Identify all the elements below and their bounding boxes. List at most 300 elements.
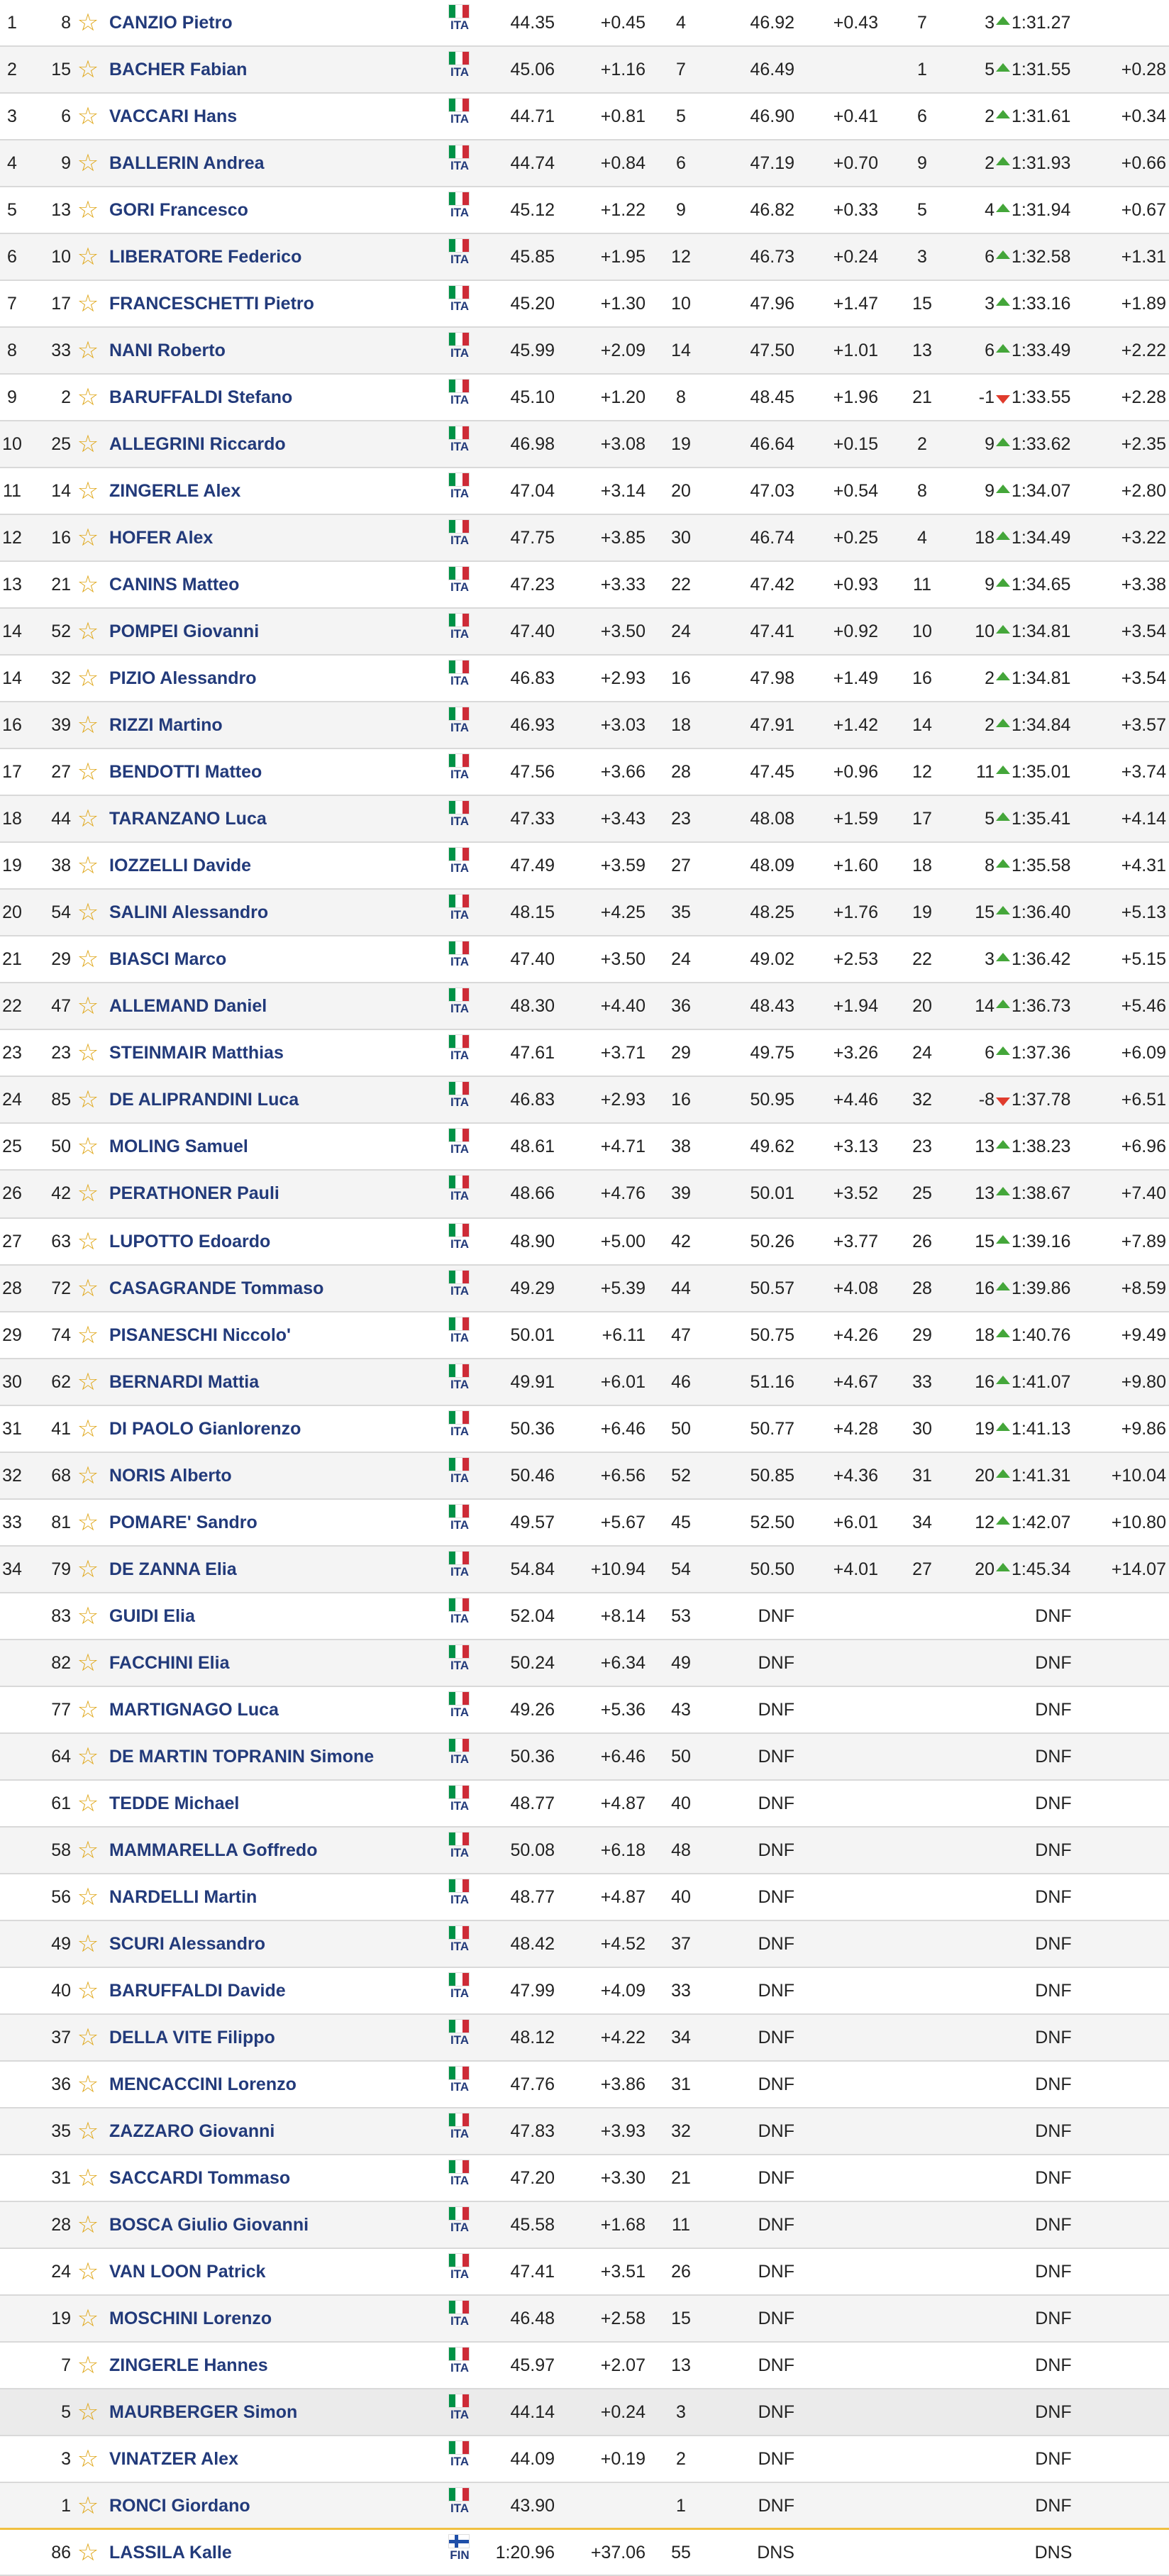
athlete-name-link[interactable]: MARTIGNAGO Luca	[109, 1700, 279, 1720]
total-gap: +2.28	[1121, 387, 1166, 407]
athlete-name-link[interactable]: CANINS Matteo	[109, 575, 240, 595]
run1-diff: +1.22	[600, 200, 646, 220]
run1-diff: +1.68	[600, 2215, 646, 2235]
result-row[interactable]	[0, 1219, 1169, 1266]
run2-rank: 20	[912, 996, 932, 1016]
result-row[interactable]	[0, 1077, 1169, 1124]
nation-code: ITA	[450, 253, 470, 266]
athlete-name-link[interactable]: BARUFFALDI Stefano	[109, 387, 293, 407]
run1-rank: 16	[671, 1090, 691, 1110]
athlete-name-link[interactable]: DE MARTIN TOPRANIN Simone	[109, 1747, 375, 1767]
arrow-up-icon	[996, 1171, 1013, 1216]
run2-diff: +0.25	[833, 528, 878, 548]
star-icon[interactable]: ☆	[77, 2352, 99, 2379]
run1-diff: +3.59	[600, 856, 646, 875]
star-icon[interactable]: ☆	[77, 1884, 99, 1911]
run1-diff: +4.52	[600, 1934, 646, 1954]
run2-rank	[888, 2296, 956, 2341]
star-icon[interactable]: ☆	[77, 665, 99, 692]
athlete-name-link[interactable]: BIASCI Marco	[109, 949, 227, 969]
result-row[interactable]	[0, 656, 1169, 702]
star-icon[interactable]: ☆	[77, 1743, 99, 1770]
rank-change: 8	[985, 856, 995, 875]
flag-ita-icon	[447, 0, 472, 45]
star-icon[interactable]: ☆	[77, 2118, 99, 2145]
result-row[interactable]	[0, 1453, 1169, 1500]
run2-time: 46.49	[750, 60, 794, 79]
total-time: DNF	[1035, 2309, 1072, 2328]
result-row[interactable]	[0, 2249, 1169, 2296]
run2-rank: 19	[912, 902, 932, 922]
result-row[interactable]	[0, 1406, 1169, 1453]
athlete-name-link[interactable]: SCURI Alessandro	[109, 1934, 265, 1954]
star-icon[interactable]: ☆	[77, 150, 99, 177]
result-row[interactable]	[0, 1124, 1169, 1171]
result-row[interactable]	[0, 2343, 1169, 2389]
star-icon[interactable]: ☆	[77, 1462, 99, 1489]
run2-diff	[804, 2155, 878, 2201]
athlete-name-link[interactable]: MOLING Samuel	[109, 1137, 248, 1156]
athlete-name-link[interactable]: LUPOTTO Edoardo	[109, 1232, 271, 1251]
result-row[interactable]	[0, 94, 1169, 140]
star-icon[interactable]: ☆	[77, 2211, 99, 2238]
flag-ita-icon	[447, 2062, 472, 2107]
star-icon[interactable]: ☆	[77, 2492, 99, 2519]
star-icon[interactable]: ☆	[77, 1275, 99, 1302]
rank-cell: 17	[2, 762, 22, 782]
flag-ita-icon	[447, 1921, 472, 1967]
rank-cell: 19	[2, 856, 22, 875]
run2-rank: 3	[917, 247, 927, 267]
total-gap: +14.07	[1111, 1559, 1166, 1579]
athlete-name-link[interactable]: ALLEMAND Daniel	[109, 996, 267, 1016]
result-row[interactable]	[0, 2436, 1169, 2483]
total-gap: +8.59	[1121, 1278, 1166, 1298]
athlete-name-link[interactable]: ZINGERLE Alex	[109, 481, 241, 501]
result-row[interactable]	[0, 796, 1169, 843]
star-icon[interactable]: ☆	[77, 1228, 99, 1255]
run1-time: 47.56	[510, 762, 555, 782]
run1-time: 44.09	[510, 2449, 555, 2469]
run1-rank: 49	[671, 1653, 691, 1673]
bib-cell: 21	[51, 575, 71, 595]
total-gap	[1092, 1640, 1166, 1686]
result-row[interactable]	[0, 281, 1169, 328]
star-icon[interactable]: ☆	[77, 337, 99, 364]
run1-time: 47.75	[510, 528, 555, 548]
run2-time: 48.45	[750, 387, 794, 407]
athlete-name-link[interactable]: BARUFFALDI Davide	[109, 1981, 286, 2001]
athlete-name-link[interactable]: NARDELLI Martin	[109, 1887, 257, 1907]
rank-cell: 30	[2, 1372, 22, 1392]
star-icon[interactable]: ☆	[77, 431, 99, 458]
run1-rank: 52	[671, 1466, 691, 1486]
result-row[interactable]	[0, 936, 1169, 983]
rank-cell: 21	[2, 949, 22, 969]
star-icon[interactable]: ☆	[77, 9, 99, 36]
athlete-name-link[interactable]: VACCARI Hans	[109, 106, 238, 126]
run1-rank: 50	[671, 1747, 691, 1767]
athlete-name-link[interactable]: ZINGERLE Hannes	[109, 2355, 268, 2375]
star-icon[interactable]: ☆	[77, 758, 99, 785]
total-time: 1:33.62	[1012, 434, 1071, 454]
run2-diff: +0.70	[833, 153, 878, 173]
athlete-name-link[interactable]: BENDOTTI Matteo	[109, 762, 262, 782]
result-row[interactable]	[0, 1312, 1169, 1359]
star-icon[interactable]: ☆	[77, 1556, 99, 1583]
total-gap: +9.80	[1121, 1372, 1166, 1392]
athlete-name-link[interactable]: CASAGRANDE Tommaso	[109, 1278, 324, 1298]
star-icon[interactable]: ☆	[77, 1180, 99, 1207]
run1-rank: 23	[671, 809, 691, 829]
run2-time: DNF	[758, 1840, 794, 1860]
nation-code: ITA	[450, 1095, 470, 1109]
star-icon[interactable]: ☆	[77, 243, 99, 270]
arrow-up-icon	[996, 983, 1013, 1029]
run1-rank: 13	[671, 2355, 691, 2375]
result-row[interactable]	[0, 983, 1169, 1030]
star-icon[interactable]: ☆	[77, 993, 99, 1019]
rank-change: 20	[975, 1466, 995, 1486]
result-row[interactable]	[0, 1968, 1169, 2015]
rank-cell	[0, 2108, 24, 2154]
athlete-name-link[interactable]: MAURBERGER Simon	[109, 2402, 298, 2422]
athlete-name-link[interactable]: RONCI Giordano	[109, 2496, 250, 2516]
result-row[interactable]	[0, 749, 1169, 796]
total-gap: +5.13	[1121, 902, 1166, 922]
star-icon[interactable]: ☆	[77, 1322, 99, 1349]
bib-cell: 81	[51, 1513, 71, 1532]
run2-rank: 10	[912, 621, 932, 641]
star-icon[interactable]: ☆	[77, 477, 99, 504]
athlete-name-link[interactable]: BOSCA Giulio Giovanni	[109, 2215, 309, 2235]
result-row[interactable]	[0, 1171, 1169, 1219]
athlete-name-link[interactable]: GORI Francesco	[109, 200, 248, 220]
result-row[interactable]	[0, 234, 1169, 281]
result-row[interactable]	[0, 0, 1169, 47]
run2-rank: 32	[912, 1090, 932, 1110]
run2-diff	[804, 2108, 878, 2154]
run2-diff: +3.77	[833, 1232, 878, 1251]
result-row[interactable]	[0, 421, 1169, 468]
result-row[interactable]	[0, 1828, 1169, 1874]
star-icon[interactable]: ☆	[77, 1790, 99, 1817]
total-time: 1:40.76	[1012, 1325, 1071, 1345]
rank-change	[955, 1734, 995, 1779]
result-row[interactable]	[0, 2202, 1169, 2249]
athlete-name-link[interactable]: CANZIO Pietro	[109, 13, 233, 33]
result-row[interactable]	[0, 1030, 1169, 1077]
athlete-name-link[interactable]: PISANESCHI Niccolo'	[109, 1325, 291, 1345]
athlete-name-link[interactable]: PERATHONER Pauli	[109, 1183, 279, 1203]
athlete-name-link[interactable]: PIZIO Alessandro	[109, 668, 257, 688]
athlete-name-link[interactable]: BERNARDI Mattia	[109, 1372, 260, 1392]
nation-code: ITA	[450, 2033, 470, 2047]
total-gap: +1.89	[1121, 294, 1166, 314]
run1-diff: +3.33	[600, 575, 646, 595]
star-icon[interactable]: ☆	[77, 56, 99, 83]
bib-cell: 33	[51, 341, 71, 360]
star-icon[interactable]: ☆	[77, 1509, 99, 1536]
rank-cell	[0, 1593, 24, 1639]
nation-code: ITA	[450, 1752, 470, 1766]
total-gap	[1092, 1828, 1166, 1873]
run1-time: 50.36	[510, 1747, 555, 1767]
star-icon[interactable]: ☆	[77, 618, 99, 645]
result-row[interactable]	[0, 515, 1169, 562]
run1-diff: +1.20	[600, 387, 646, 407]
athlete-name-link[interactable]: NORIS Alberto	[109, 1466, 232, 1486]
result-row[interactable]	[0, 1500, 1169, 1547]
star-icon[interactable]: ☆	[77, 2071, 99, 2098]
run2-rank: 16	[912, 668, 932, 688]
athlete-name-link[interactable]: ALLEGRINI Riccardo	[109, 434, 286, 454]
result-row[interactable]	[0, 702, 1169, 749]
star-icon[interactable]: ☆	[77, 290, 99, 317]
star-icon[interactable]: ☆	[77, 2399, 99, 2426]
run2-rank	[888, 2389, 956, 2435]
run2-time: 46.82	[750, 200, 794, 220]
run2-time: DNS	[757, 2543, 794, 2563]
star-icon[interactable]: ☆	[77, 571, 99, 598]
rank-change	[955, 2015, 995, 2060]
total-time: 1:34.65	[1012, 575, 1071, 595]
result-row[interactable]	[0, 1734, 1169, 1781]
nation-code: ITA	[450, 18, 470, 32]
run2-rank: 13	[912, 341, 932, 360]
result-row[interactable]	[0, 562, 1169, 609]
total-time: 1:39.16	[1012, 1232, 1071, 1251]
run1-time: 50.24	[510, 1653, 555, 1673]
athlete-name-link[interactable]: DELLA VITE Filippo	[109, 2028, 275, 2047]
run1-diff: +0.19	[600, 2449, 646, 2469]
athlete-name-link[interactable]: IOZZELLI Davide	[109, 856, 252, 875]
run2-time: DNF	[758, 2402, 794, 2422]
nation-code: ITA	[450, 159, 470, 172]
run1-rank: 35	[671, 902, 691, 922]
run2-rank: 4	[917, 528, 927, 548]
star-icon[interactable]: ☆	[77, 2024, 99, 2051]
result-row[interactable]	[0, 1921, 1169, 1968]
run1-diff: +10.94	[590, 1559, 646, 1579]
result-row[interactable]	[0, 375, 1169, 421]
athlete-name-link[interactable]: HOFER Alex	[109, 528, 214, 548]
result-row[interactable]	[0, 1874, 1169, 1921]
result-row[interactable]	[0, 2296, 1169, 2343]
athlete-name-link[interactable]: FACCHINI Elia	[109, 1653, 230, 1673]
athlete-name-link[interactable]: GUIDI Elia	[109, 1606, 195, 1626]
athlete-name-link[interactable]: NANI Roberto	[109, 341, 226, 360]
flag-ita-icon	[447, 375, 472, 420]
bib-cell: 42	[51, 1183, 71, 1203]
athlete-name-link[interactable]: ZAZZARO Giovanni	[109, 2121, 275, 2141]
run2-diff: +1.59	[833, 809, 878, 829]
star-icon[interactable]: ☆	[77, 1133, 99, 1160]
run2-time: DNF	[758, 2168, 794, 2188]
result-row[interactable]	[0, 468, 1169, 515]
arrow-up-icon	[996, 1359, 1013, 1405]
result-row[interactable]	[0, 2155, 1169, 2202]
total-gap: +3.22	[1121, 528, 1166, 548]
result-row[interactable]	[0, 187, 1169, 234]
athlete-name-link[interactable]: MENCACCINI Lorenzo	[109, 2074, 297, 2094]
result-row[interactable]	[0, 2530, 1169, 2576]
star-icon[interactable]: ☆	[77, 946, 99, 973]
run1-rank: 7	[676, 60, 686, 79]
result-row[interactable]	[0, 328, 1169, 375]
run1-rank: 1	[676, 2496, 686, 2516]
flag-ita-icon	[447, 796, 472, 841]
athlete-name-link[interactable]: POMPEI Giovanni	[109, 621, 260, 641]
result-row[interactable]	[0, 1640, 1169, 1687]
run2-rank: 25	[912, 1183, 932, 1203]
result-row[interactable]	[0, 2389, 1169, 2436]
rank-cell	[0, 2343, 24, 2388]
bib-cell: 5	[61, 2402, 71, 2422]
nation-code: ITA	[450, 1565, 470, 1579]
total-gap: +3.57	[1121, 715, 1166, 735]
result-row[interactable]	[0, 1687, 1169, 1734]
result-row[interactable]	[0, 1781, 1169, 1828]
athlete-name-link[interactable]: SALINI Alessandro	[109, 902, 269, 922]
star-icon[interactable]: ☆	[77, 1369, 99, 1395]
athlete-name-link[interactable]: FRANCESCHETTI Pietro	[109, 294, 314, 314]
result-row[interactable]	[0, 140, 1169, 187]
result-row[interactable]	[0, 47, 1169, 94]
nation-code: ITA	[450, 908, 470, 922]
athlete-name-link[interactable]: TEDDE Michael	[109, 1793, 240, 1813]
rank-change: 9	[985, 575, 995, 595]
result-row[interactable]	[0, 2015, 1169, 2062]
star-icon[interactable]: ☆	[77, 1039, 99, 1066]
total-time: DNF	[1035, 2074, 1072, 2094]
rank-change: 12	[975, 1513, 995, 1532]
athlete-name-link[interactable]: BACHER Fabian	[109, 60, 248, 79]
result-row[interactable]	[0, 2108, 1169, 2155]
athlete-name-link[interactable]: BALLERIN Andrea	[109, 153, 265, 173]
athlete-name-link[interactable]: LIBERATORE Federico	[109, 247, 302, 267]
total-time: DNF	[1035, 2355, 1072, 2375]
athlete-name-link[interactable]: LASSILA Kalle	[109, 2543, 232, 2563]
result-row[interactable]	[0, 609, 1169, 656]
run1-rank: 43	[671, 1700, 691, 1720]
star-icon[interactable]: ☆	[77, 1837, 99, 1864]
total-gap	[1092, 2108, 1166, 2154]
arrow-up-icon	[996, 1453, 1013, 1498]
run2-time: 52.50	[750, 1513, 794, 1532]
rank-cell: 31	[2, 1419, 22, 1439]
nation-code: ITA	[450, 1049, 470, 1062]
result-row[interactable]	[0, 1547, 1169, 1593]
bib-cell: 41	[51, 1419, 71, 1439]
flag-ita-icon	[447, 1734, 472, 1779]
athlete-name-link[interactable]: STEINMAIR Matthias	[109, 1043, 284, 1063]
result-row[interactable]	[0, 2062, 1169, 2108]
result-row[interactable]	[0, 1266, 1169, 1312]
total-time: 1:42.07	[1012, 1513, 1071, 1532]
star-icon[interactable]: ☆	[77, 2305, 99, 2332]
athlete-name-link[interactable]: MOSCHINI Lorenzo	[109, 2309, 272, 2328]
athlete-name-link[interactable]: VAN LOON Patrick	[109, 2262, 266, 2282]
run1-time: 48.66	[510, 1183, 555, 1203]
athlete-name-link[interactable]: SACCARDI Tommaso	[109, 2168, 291, 2188]
run2-diff: +0.96	[833, 762, 878, 782]
result-row[interactable]	[0, 843, 1169, 890]
star-icon[interactable]: ☆	[77, 197, 99, 223]
star-icon[interactable]: ☆	[77, 1649, 99, 1676]
nation-code: ITA	[450, 1237, 470, 1251]
nation-code: ITA	[450, 206, 470, 219]
star-icon[interactable]: ☆	[77, 2539, 99, 2566]
rank-cell	[0, 2296, 24, 2341]
run1-time: 45.97	[510, 2355, 555, 2375]
star-icon[interactable]: ☆	[77, 384, 99, 411]
star-icon[interactable]: ☆	[77, 524, 99, 551]
athlete-name-link[interactable]: POMARE' Sandro	[109, 1513, 257, 1532]
rank-change: 9	[985, 434, 995, 454]
run1-diff: +4.87	[600, 1793, 646, 1813]
total-time: 1:32.58	[1012, 247, 1071, 267]
star-icon[interactable]: ☆	[77, 712, 99, 739]
run2-diff: +1.96	[833, 387, 878, 407]
arrow-up-icon	[996, 562, 1013, 607]
result-row[interactable]	[0, 2483, 1169, 2530]
athlete-name-link[interactable]: VINATZER Alex	[109, 2449, 238, 2469]
star-icon[interactable]: ☆	[77, 899, 99, 926]
star-icon[interactable]: ☆	[77, 1977, 99, 2004]
star-icon[interactable]: ☆	[77, 2165, 99, 2191]
star-icon[interactable]: ☆	[77, 805, 99, 832]
nation-code: ITA	[450, 440, 470, 453]
athlete-name-link[interactable]: TARANZANO Luca	[109, 809, 267, 829]
star-icon[interactable]: ☆	[77, 1415, 99, 1442]
star-icon[interactable]: ☆	[77, 2258, 99, 2285]
total-gap: +9.86	[1121, 1419, 1166, 1439]
rank-cell: 29	[2, 1325, 22, 1345]
run2-rank: 11	[913, 575, 931, 595]
rank-change	[955, 2296, 995, 2341]
star-icon[interactable]: ☆	[77, 1930, 99, 1957]
athlete-name-link[interactable]: DI PAOLO Gianlorenzo	[109, 1419, 301, 1439]
star-icon[interactable]: ☆	[77, 1086, 99, 1113]
run2-diff	[804, 1781, 878, 1826]
star-icon[interactable]: ☆	[77, 1696, 99, 1723]
star-icon[interactable]: ☆	[77, 2445, 99, 2472]
flag-ita-icon	[447, 1171, 472, 1216]
star-icon[interactable]: ☆	[77, 852, 99, 879]
star-icon[interactable]: ☆	[77, 1603, 99, 1630]
run2-rank: 24	[912, 1043, 932, 1063]
run2-rank	[888, 1968, 956, 2013]
athlete-name-link[interactable]: DE ALIPRANDINI Luca	[109, 1090, 299, 1110]
star-icon[interactable]: ☆	[77, 103, 99, 130]
athlete-name-link[interactable]: MAMMARELLA Goffredo	[109, 1840, 318, 1860]
run1-rank: 28	[671, 762, 691, 782]
athlete-name-link[interactable]: DE ZANNA Elia	[109, 1559, 237, 1579]
bib-cell: 54	[51, 902, 71, 922]
total-time: 1:35.01	[1012, 762, 1071, 782]
run1-rank: 14	[671, 341, 691, 360]
total-gap	[1092, 2202, 1166, 2248]
result-row[interactable]	[0, 1359, 1169, 1406]
rank-cell	[0, 1640, 24, 1686]
total-time: DNF	[1035, 2496, 1072, 2516]
result-row[interactable]	[0, 890, 1169, 936]
rank-cell: 4	[7, 153, 17, 173]
result-row[interactable]	[0, 1593, 1169, 1640]
nation-code: ITA	[450, 580, 470, 594]
athlete-name-link[interactable]: RIZZI Martino	[109, 715, 223, 735]
